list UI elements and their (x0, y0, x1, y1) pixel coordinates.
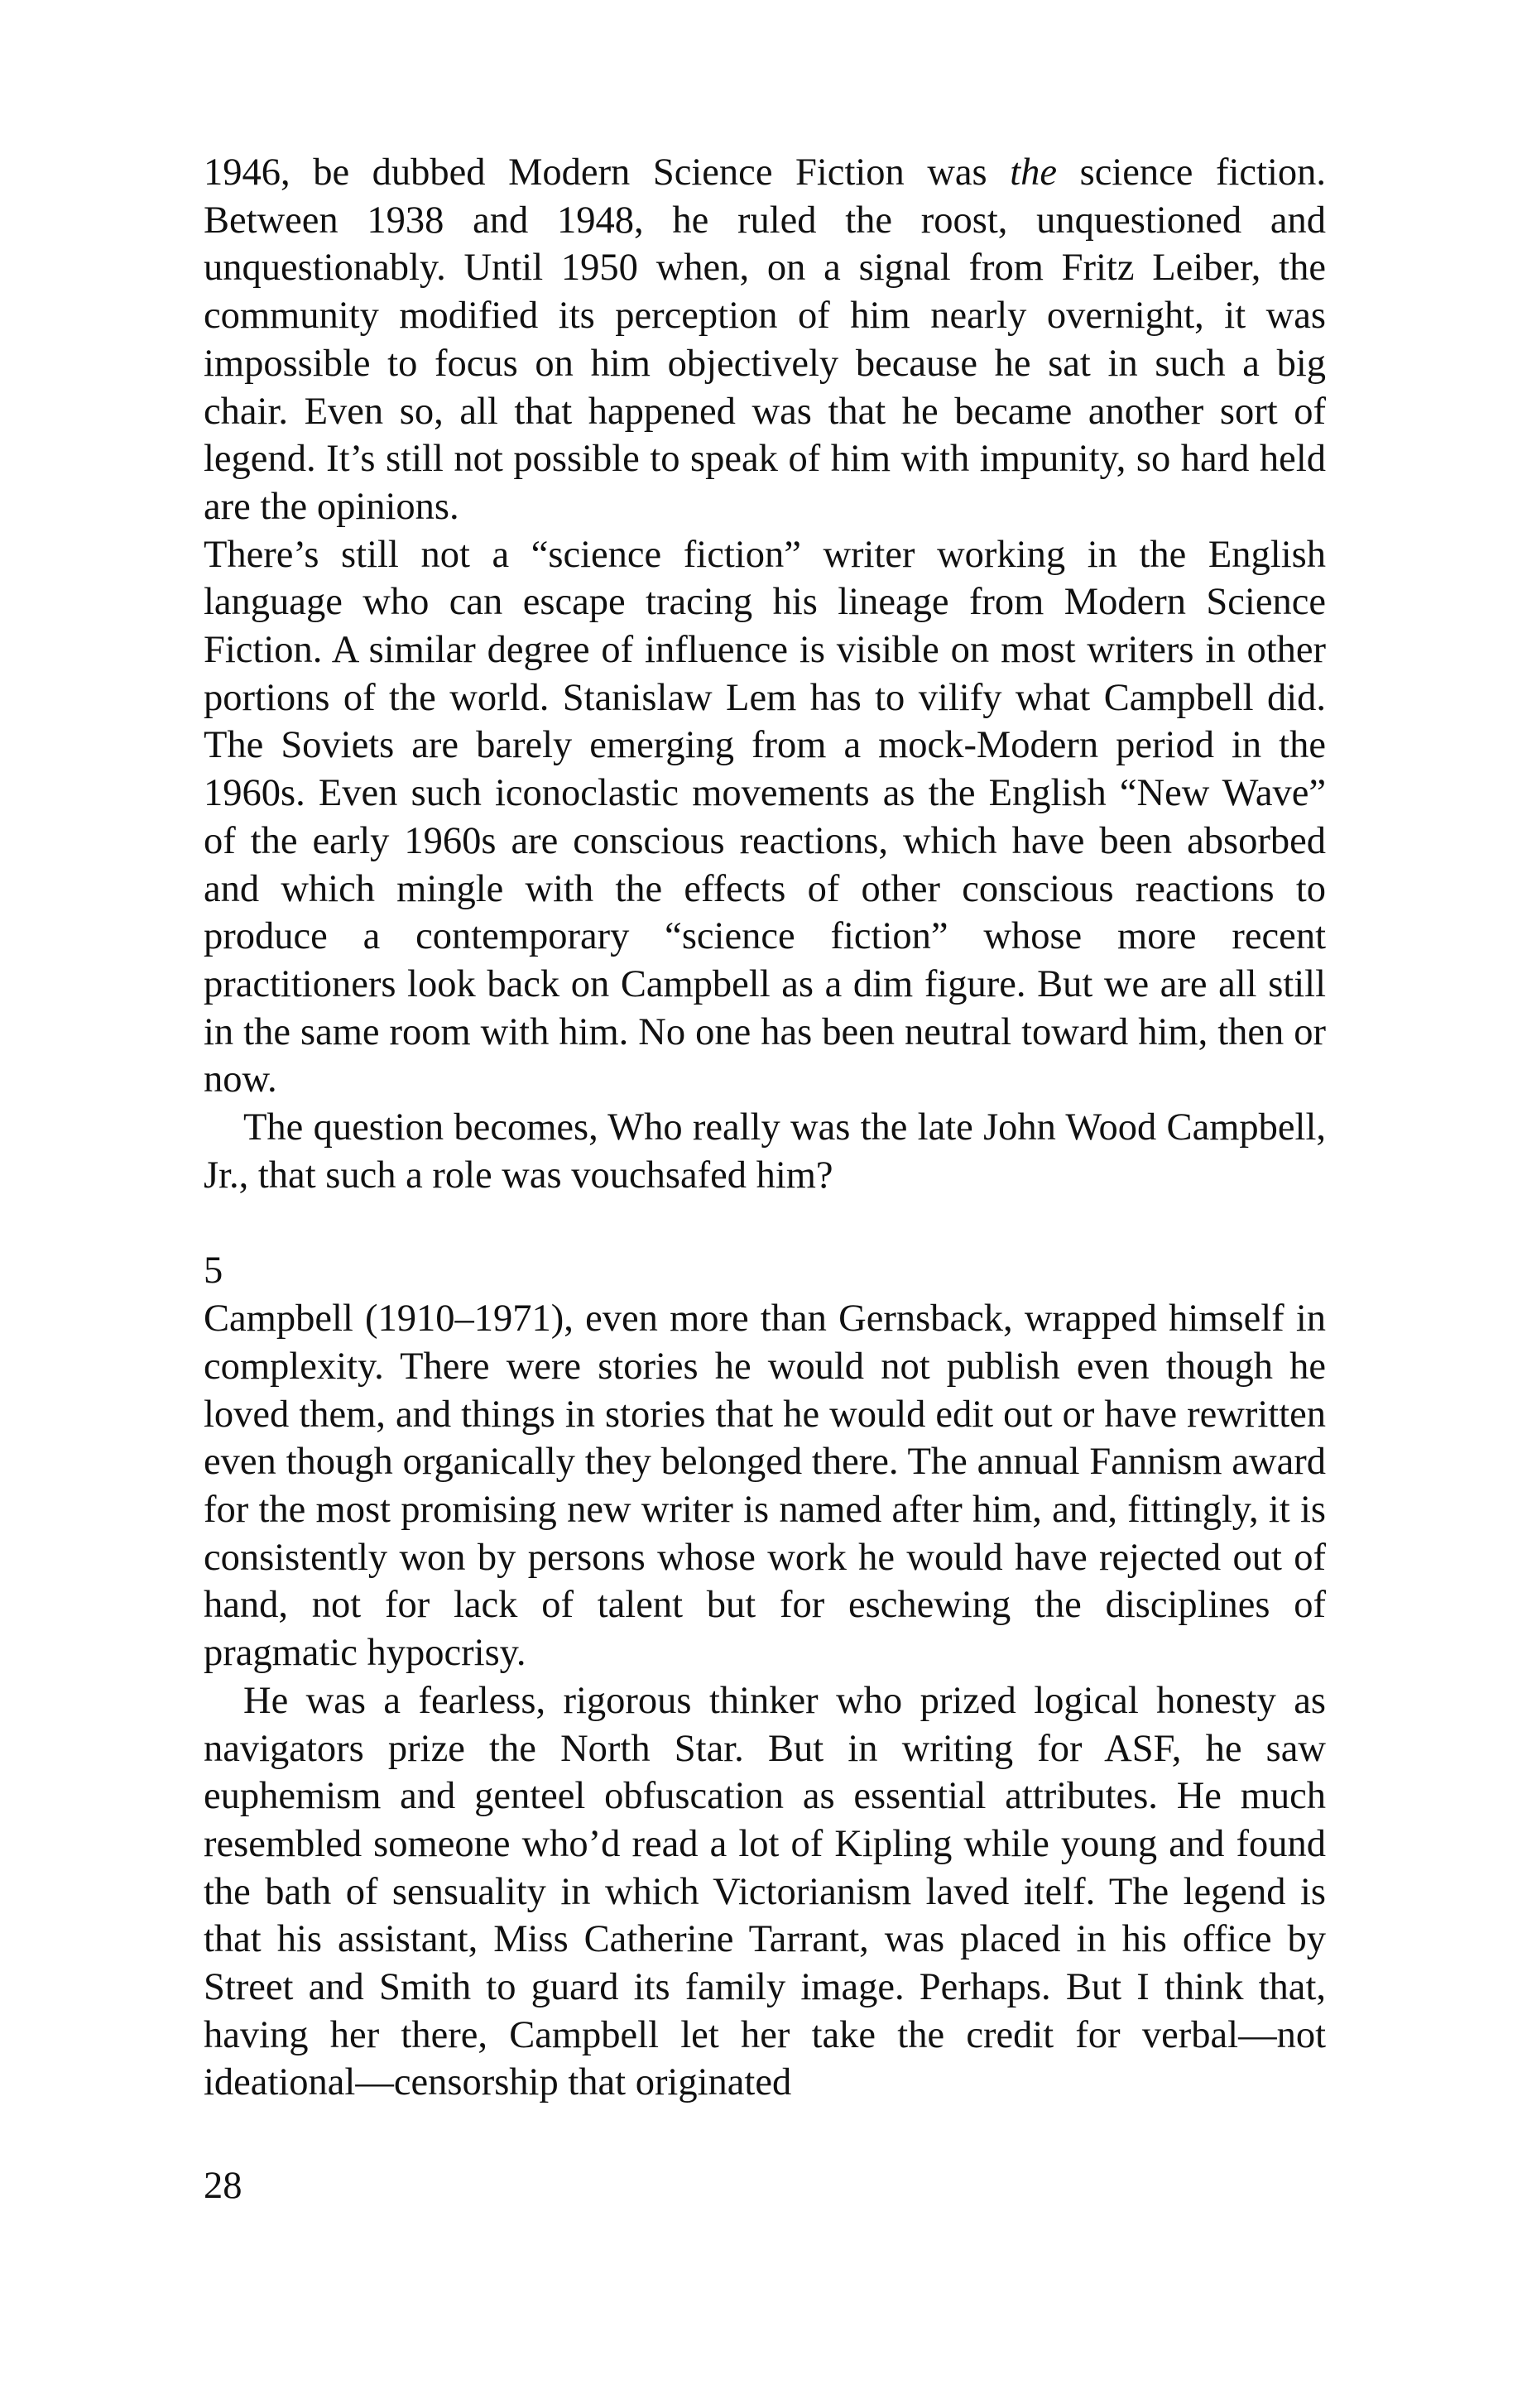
body-text (204, 149, 1326, 2107)
emphasized-word: the (1010, 151, 1058, 194)
paragraph: The question becomes, Who really was the late John Wood Campbell, Jr., that such a role was vouchsafed him? (204, 1106, 1326, 1197)
paragraph-continued (204, 149, 1326, 531)
page-number: 28 (204, 2165, 242, 2207)
section-number: 5 (204, 1250, 223, 1293)
paragraph-lead: 1946, be dubbed Modern Science Fiction was (204, 151, 1011, 194)
paragraph: He was a fearless, rigorous thinker who prized logical honesty as navigators prize the North Star. But in writing for ASF, he saw euphemism and genteel obfuscation as essential attributes. He much resembled someone who’d read a lot of Kipling while young and found the bath of sensuality in which Victorianism laved itelf. The legend is that his assistant, Miss Catherine Tarrant, was placed in his office by Street and Smith to guard its family image. Perhaps. But I think that, having her there, Campbell let her take the credit for verbal—not ideational—censorship that originated (204, 1679, 1326, 2104)
paragraph: Campbell (1910–1971), even more than Gernsback, wrapped himself in complexity. There were stories he would not publish even though he loved them, and things in stories that he would edit out or have rewritten even though organically they belonged there. The annual Fannism award for the most promising new writer is named after him, and, fittingly, it is consistently won by persons whose work he would have rejected out of hand, not for lack of talent but for eschewing the disciplines of pragmatic hypocrisy. (204, 1298, 1326, 1675)
paragraph-tail: science fiction. Between 1938 and 1948, he ruled the roost, unquestioned and unquestionably. Until 1950 when, on a signal from Fritz Leiber, the community modified its perception of him nearly overnight, it was impossible to focus on him objectively because he sat in such a big chair. Even so, all that happened was that he became another sort of legend. It’s still not possible to speak of him with impunity, so hard held are the opinions. (204, 151, 1326, 528)
section-gap (204, 1199, 1326, 1247)
paragraph: There’s still not a “science fiction” writer working in the English language who can escape tracing his lineage from Modern Science Fiction. A similar degree of influence is visible on most writers in other portions of the world. Stanislaw Lem has to vilify what Campbell did. The Soviets are barely emerging from a mock-Modern period in the 1960s. Even such iconoclastic movements as the English “New Wave” of the early 1960s are conscious reactions, which have been absorbed and which mingle with the effects of other conscious reactions to produce a contemporary “science fiction” whose more recent practitioners look back on Campbell as a dim figure. But we are all still in the same room with him. No one has been neutral toward him, then or now. (204, 533, 1326, 1101)
